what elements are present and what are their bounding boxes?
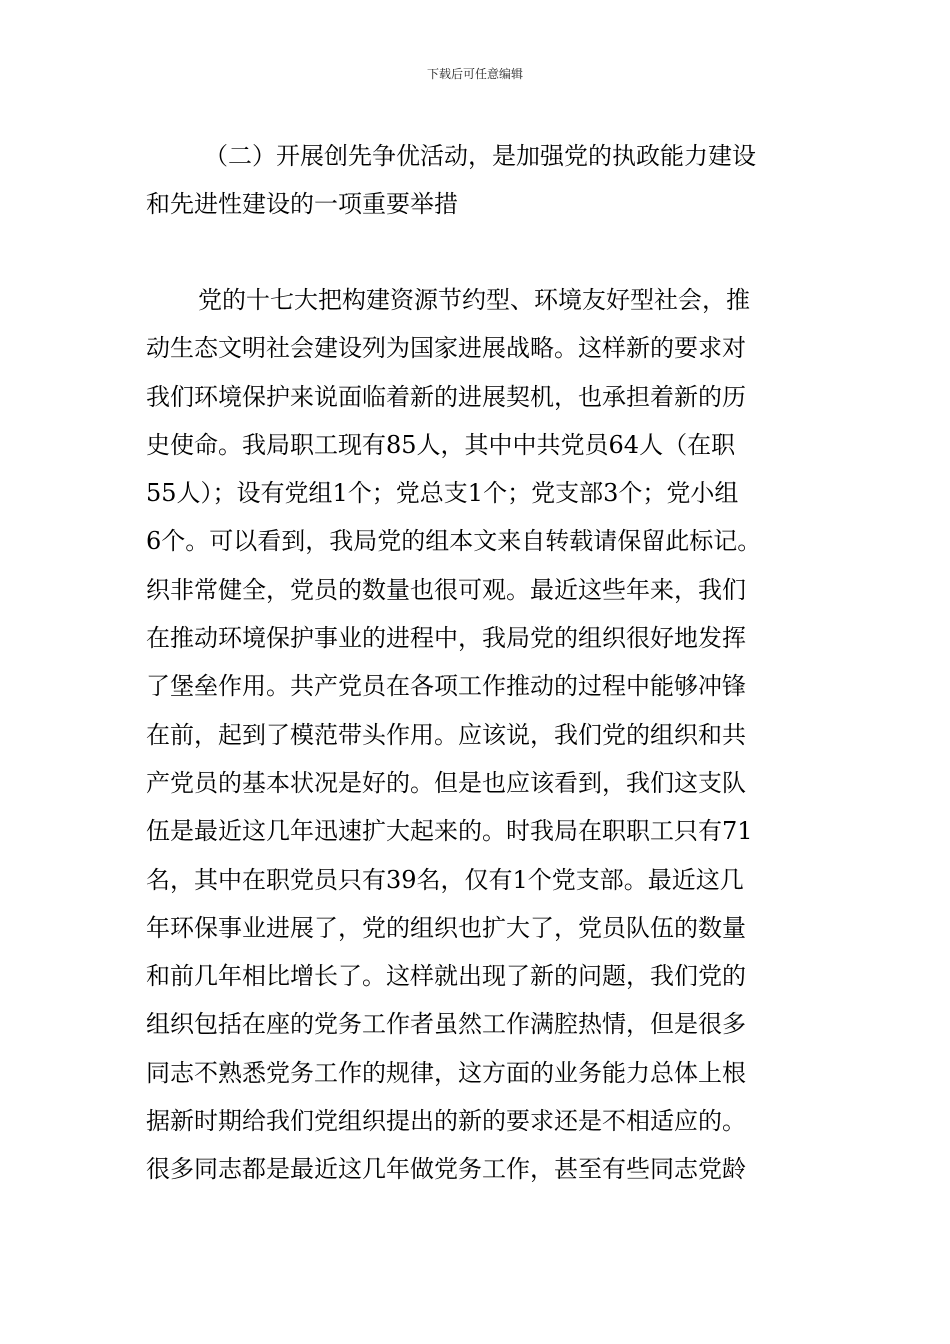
section-heading (146, 132, 806, 228)
paragraph-line: 和前几年相比增长了。这样就出现了新的问题，我们党的 (146, 962, 746, 991)
paragraph-line: 很多同志都是最近这几年做党务工作，甚至有些同志党龄 (146, 1155, 746, 1184)
body-paragraph (146, 276, 806, 1194)
paragraph-line: 史使命。我局职工现有85人，其中中共党员64人（在职 (146, 430, 736, 459)
paragraph-line: 55人）；设有党组1个；党总支1个；党支部3个；党小组 (146, 479, 739, 508)
paragraph-line: 组织包括在座的党务工作者虽然工作满腔热情，但是很多 (146, 1010, 746, 1039)
paragraph-line: 党的十七大把构建资源节约型、环境友好型社会，推 (198, 286, 750, 314)
paragraph-line: 同志不熟悉党务工作的规律，这方面的业务能力总体上根 (146, 1058, 746, 1087)
paragraph-line: 在推动环境保护事业的进程中，我局党的组织很好地发挥 (146, 624, 746, 653)
paragraph-line: 伍是最近这几年迅速扩大起来的。时我局在职职工只有71 (146, 817, 753, 846)
section-heading-line-2: 和先进性建设的一项重要举措 (146, 190, 458, 218)
paragraph-line: 动生态文明社会建设列为国家进展战略。这样新的要求对 (146, 334, 746, 363)
paragraph-line: 产党员的基本状况是好的。但是也应该看到，我们这支队 (146, 768, 746, 797)
paragraph-line: 年环保事业进展了，党的组织也扩大了，党员队伍的数量 (146, 913, 746, 942)
paragraph-line: 据新时期给我们党组织提出的新的要求还是不相适应的。 (146, 1107, 746, 1136)
paragraph-line: 6个。可以看到，我局党的组本文来自转载请保留此标记。 (146, 527, 762, 556)
paragraph-line: 了堡垒作用。共产党员在各项工作推动的过程中能够冲锋 (146, 672, 746, 701)
section-heading-line-1: （二）开展创先争优活动，是加强党的执政能力建设 (204, 142, 756, 170)
header-note: 下载后可任意编辑 (426, 67, 523, 81)
paragraph-line: 我们环境保护来说面临着新的进展契机，也承担着新的历 (146, 382, 746, 411)
paragraph-line: 在前，起到了模范带头作用。应该说，我们党的组织和共 (146, 720, 746, 749)
paragraph-line: 织非常健全，党员的数量也很可观。最近这些年来，我们 (146, 575, 746, 604)
paragraph-line: 名，其中在职党员只有39名，仅有1个党支部。最近这几 (146, 865, 744, 894)
